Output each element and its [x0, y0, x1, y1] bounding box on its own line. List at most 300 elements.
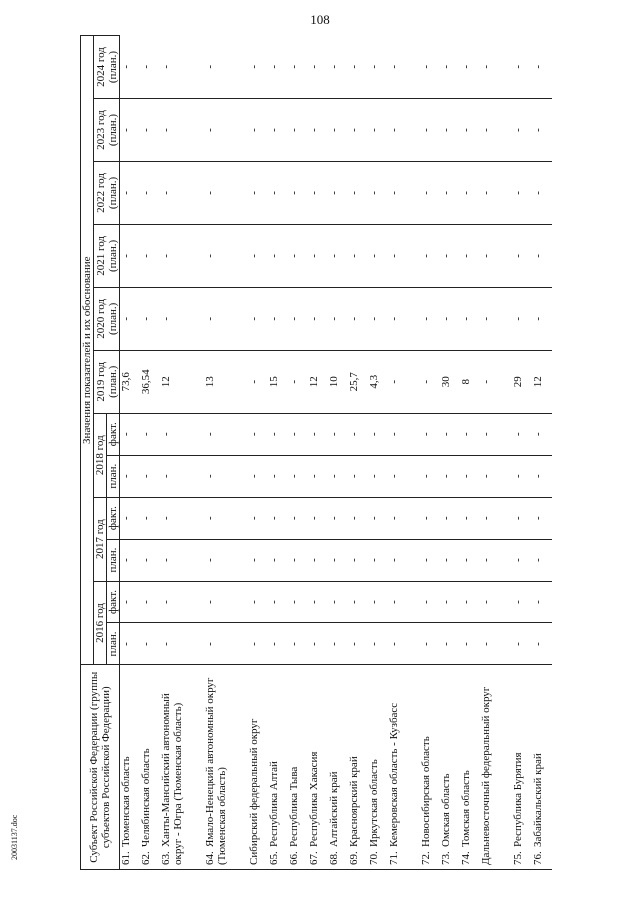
value-cell: - [460, 623, 480, 665]
value-cell-2019: - [480, 350, 512, 413]
table-row [440, 36, 460, 870]
row-number: 63. [160, 851, 172, 865]
subject-cell [288, 665, 308, 870]
table-body [120, 36, 553, 870]
value-cell: - [328, 161, 348, 224]
value-cell: - [204, 161, 248, 224]
subject-cell [160, 665, 204, 870]
value-cell: - [248, 161, 268, 224]
table-row [248, 36, 268, 870]
value-cell: - [440, 224, 460, 287]
row-number: 70. [368, 851, 380, 865]
subject-name: Сибирский федеральный округ [248, 718, 260, 865]
value-cell: - [140, 161, 160, 224]
value-cell: - [288, 413, 308, 455]
value-cell: - [532, 99, 552, 162]
value-cell: - [308, 581, 328, 623]
value-cell: - [532, 581, 552, 623]
value-cell-2019: 4,3 [368, 350, 388, 413]
value-cell: - [140, 497, 160, 539]
value-cell: - [388, 539, 420, 581]
value-cell: - [388, 99, 420, 162]
row-number: 72. [420, 851, 432, 865]
subject-name: Новосибирская область [420, 736, 432, 847]
value-cell: - [248, 455, 268, 497]
value-cell: - [460, 581, 480, 623]
value-cell: - [288, 539, 308, 581]
value-cell: - [532, 413, 552, 455]
subject-cell [348, 665, 368, 870]
row-number: 67. [308, 851, 320, 865]
value-cell-2019: 10 [328, 350, 348, 413]
value-cell: - [140, 287, 160, 350]
value-cell: - [308, 99, 328, 162]
sub-header-plan: план. [107, 623, 120, 665]
subject-cell [388, 665, 420, 870]
value-cell: - [512, 581, 532, 623]
value-cell: - [328, 287, 348, 350]
value-cell: - [480, 455, 512, 497]
subject-name: Республика Бурятия [512, 752, 524, 847]
row-number: 61. [120, 851, 132, 865]
value-cell: - [368, 581, 388, 623]
value-cell: - [204, 497, 248, 539]
value-cell: - [512, 36, 532, 99]
value-cell: - [204, 455, 248, 497]
subject-name: Челябинская область [140, 748, 152, 847]
subject-name: Кемеровская область - Кузбасс [388, 702, 400, 847]
value-cell: - [140, 581, 160, 623]
value-cell: - [288, 161, 308, 224]
value-cell: - [308, 224, 328, 287]
subject-cell [120, 665, 141, 870]
value-cell: - [512, 99, 532, 162]
value-cell: - [420, 539, 440, 581]
table-row [368, 36, 388, 870]
value-cell: - [248, 413, 268, 455]
value-cell: - [368, 413, 388, 455]
value-cell: - [368, 287, 388, 350]
value-cell: - [308, 161, 328, 224]
value-cell: - [120, 161, 141, 224]
value-cell: - [204, 539, 248, 581]
value-cell: - [288, 581, 308, 623]
value-cell: - [204, 581, 248, 623]
value-cell: - [288, 99, 308, 162]
value-cell: - [348, 413, 368, 455]
sub-header-plan: план. [107, 539, 120, 581]
value-cell: - [160, 161, 204, 224]
table-row [120, 36, 141, 870]
value-cell: - [268, 455, 288, 497]
subject-cell [460, 665, 480, 870]
value-cell: - [160, 413, 204, 455]
value-cell: - [420, 497, 440, 539]
sub-header-fact: факт. [107, 413, 120, 455]
value-cell: - [120, 224, 141, 287]
value-cell: - [440, 161, 460, 224]
value-cell: - [480, 224, 512, 287]
value-cell: - [248, 36, 268, 99]
value-cell: - [348, 224, 368, 287]
value-cell: - [368, 455, 388, 497]
subject-cell [308, 665, 328, 870]
value-cell: - [288, 287, 308, 350]
value-cell: - [460, 224, 480, 287]
value-cell: - [308, 36, 328, 99]
value-cell: - [268, 287, 288, 350]
table-row [532, 36, 552, 870]
value-cell: - [160, 497, 204, 539]
doc-code: 20031137.doc [10, 814, 19, 860]
value-cell: - [140, 539, 160, 581]
value-cell: - [140, 455, 160, 497]
value-cell-2019: - [288, 350, 308, 413]
value-cell: - [368, 497, 388, 539]
table-row [204, 36, 248, 870]
value-cell: - [480, 497, 512, 539]
value-cell-2019: 12 [160, 350, 204, 413]
value-cell: - [440, 581, 460, 623]
value-cell-2019: 12 [308, 350, 328, 413]
sub-header-plan: план. [107, 455, 120, 497]
value-cell: - [388, 623, 420, 665]
value-cell-2019: 30 [440, 350, 460, 413]
subject-cell [268, 665, 288, 870]
value-cell-2019: 25,7 [348, 350, 368, 413]
plan-header-2019: 2019 год (план.) [94, 350, 120, 413]
value-cell: - [268, 224, 288, 287]
table-row [328, 36, 348, 870]
value-cell: - [532, 497, 552, 539]
value-cell: - [268, 623, 288, 665]
value-cell: - [328, 455, 348, 497]
value-cell: - [388, 224, 420, 287]
value-cell: - [308, 497, 328, 539]
value-cell: - [512, 287, 532, 350]
value-cell: - [160, 287, 204, 350]
row-number: 73. [440, 851, 452, 865]
value-cell: - [440, 455, 460, 497]
value-cell: - [248, 539, 268, 581]
row-number: 66. [288, 851, 300, 865]
value-cell: - [388, 497, 420, 539]
value-cell: - [532, 224, 552, 287]
subject-cell [532, 665, 552, 870]
table-row [388, 36, 420, 870]
subject-name: Ямало-Ненецкий автономный округ (Тюменская область) [204, 677, 228, 865]
value-cell: - [420, 581, 440, 623]
value-cell: - [328, 224, 348, 287]
value-cell: - [388, 455, 420, 497]
value-cell-2019: 12 [532, 350, 552, 413]
value-cell: - [308, 413, 328, 455]
value-cell: - [204, 99, 248, 162]
rotated-table-wrapper [80, 35, 600, 870]
value-cell: - [140, 99, 160, 162]
value-cell: - [388, 581, 420, 623]
value-cell: - [420, 36, 440, 99]
value-cell: - [160, 581, 204, 623]
values-header: Значения показателей и их обоснование [81, 36, 94, 665]
value-cell: - [440, 99, 460, 162]
subject-cell [512, 665, 532, 870]
value-cell-2019: 8 [460, 350, 480, 413]
subject-name: Забайкальский край [532, 753, 544, 847]
subject-name: Томская область [460, 770, 472, 847]
value-cell: - [120, 623, 141, 665]
table-row [460, 36, 480, 870]
subject-cell [440, 665, 460, 870]
value-cell: - [268, 539, 288, 581]
value-cell: - [460, 36, 480, 99]
value-cell: - [440, 623, 460, 665]
subject-cell [248, 665, 268, 870]
value-cell: - [120, 413, 141, 455]
value-cell: - [480, 623, 512, 665]
value-cell-2019: 15 [268, 350, 288, 413]
table-row [268, 36, 288, 870]
value-cell: - [480, 99, 512, 162]
value-cell: - [204, 36, 248, 99]
value-cell: - [532, 539, 552, 581]
value-cell: - [288, 497, 308, 539]
value-cell: - [308, 623, 328, 665]
value-cell: - [120, 497, 141, 539]
value-cell: - [480, 413, 512, 455]
value-cell: - [440, 413, 460, 455]
value-cell: - [532, 161, 552, 224]
value-cell: - [328, 539, 348, 581]
value-cell: - [460, 455, 480, 497]
table-row [420, 36, 440, 870]
value-cell: - [460, 539, 480, 581]
value-cell: - [328, 36, 348, 99]
value-cell: - [248, 497, 268, 539]
row-number: 65. [268, 851, 280, 865]
table-row [348, 36, 368, 870]
value-cell: - [348, 161, 368, 224]
value-cell: - [120, 287, 141, 350]
value-cell: - [420, 413, 440, 455]
value-cell: - [160, 224, 204, 287]
subject-cell [420, 665, 440, 870]
value-cell: - [512, 224, 532, 287]
value-cell: - [204, 224, 248, 287]
plan-header-2023: 2023 год (план.) [94, 99, 120, 162]
value-cell: - [308, 539, 328, 581]
value-cell: - [348, 581, 368, 623]
value-cell: - [268, 413, 288, 455]
subject-name: Республика Хакасия [308, 751, 320, 847]
value-cell: - [512, 161, 532, 224]
value-cell: - [328, 623, 348, 665]
value-cell: - [268, 161, 288, 224]
value-cell: - [268, 581, 288, 623]
value-cell-2019: 73,6 [120, 350, 141, 413]
value-cell-2019: 29 [512, 350, 532, 413]
value-cell: - [420, 161, 440, 224]
value-cell: - [160, 36, 204, 99]
table-row [160, 36, 204, 870]
value-cell: - [308, 287, 328, 350]
value-cell: - [480, 287, 512, 350]
value-cell-2019: - [248, 350, 268, 413]
plan-header-2021: 2021 год (план.) [94, 224, 120, 287]
value-cell: - [460, 287, 480, 350]
row-number: 62. [140, 851, 152, 865]
value-cell: - [248, 623, 268, 665]
subject-name: Республика Алтай [268, 761, 280, 847]
table-row [288, 36, 308, 870]
value-cell: - [460, 161, 480, 224]
table-row [512, 36, 532, 870]
subject-cell [140, 665, 160, 870]
row-number: 76. [532, 851, 544, 865]
value-cell: - [368, 623, 388, 665]
row-number: 69. [348, 851, 360, 865]
value-cell-2019: 13 [204, 350, 248, 413]
value-cell: - [368, 539, 388, 581]
plan-header-2022: 2022 год (план.) [94, 161, 120, 224]
value-cell: - [480, 539, 512, 581]
value-cell: - [388, 161, 420, 224]
subject-cell [328, 665, 348, 870]
value-cell: - [368, 99, 388, 162]
value-cell: - [248, 99, 268, 162]
value-cell: - [440, 497, 460, 539]
sub-header-fact: факт. [107, 581, 120, 623]
value-cell-2019: - [388, 350, 420, 413]
table-row [308, 36, 328, 870]
value-cell: - [420, 287, 440, 350]
value-cell: - [532, 455, 552, 497]
value-cell-2019: - [420, 350, 440, 413]
subject-name: Дальневосточный федеральный округ [480, 686, 492, 865]
value-cell: - [248, 287, 268, 350]
value-cell: - [460, 413, 480, 455]
value-cell: - [268, 497, 288, 539]
value-cell: - [480, 161, 512, 224]
value-cell: - [268, 36, 288, 99]
value-cell: - [512, 413, 532, 455]
value-cell: - [328, 497, 348, 539]
value-cell: - [368, 36, 388, 99]
year-header-2016: 2016 год [94, 581, 107, 665]
subject-cell [204, 665, 248, 870]
value-cell: - [440, 287, 460, 350]
value-cell: - [480, 36, 512, 99]
value-cell: - [120, 539, 141, 581]
value-cell: - [532, 36, 552, 99]
subject-name: Тюменская область [120, 756, 132, 847]
subject-cell [480, 665, 512, 870]
value-cell: - [532, 623, 552, 665]
value-cell: - [512, 497, 532, 539]
value-cell: - [204, 287, 248, 350]
value-cell: - [288, 455, 308, 497]
value-cell: - [120, 455, 141, 497]
table-row [140, 36, 160, 870]
value-cell: - [460, 99, 480, 162]
value-cell: - [460, 497, 480, 539]
value-cell: - [204, 413, 248, 455]
value-cell: - [348, 36, 368, 99]
value-cell: - [388, 287, 420, 350]
value-cell: - [348, 99, 368, 162]
value-cell: - [308, 455, 328, 497]
value-cell: - [388, 413, 420, 455]
page-number: 108 [310, 12, 330, 27]
plan-header-2024: 2024 год (план.) [94, 36, 120, 99]
value-cell: - [204, 623, 248, 665]
subject-name: Иркутская область [368, 759, 380, 847]
value-cell: - [288, 224, 308, 287]
value-cell: - [268, 99, 288, 162]
sub-header-fact: факт. [107, 497, 120, 539]
indicators-table [80, 35, 552, 870]
value-cell: - [140, 413, 160, 455]
value-cell: - [368, 224, 388, 287]
row-number: 75. [512, 851, 524, 865]
value-cell: - [348, 539, 368, 581]
year-header-2018: 2018 год [94, 413, 107, 497]
value-cell: - [388, 36, 420, 99]
value-cell: - [160, 455, 204, 497]
subject-header: Субъект Российской Федерации (группы субъектов Российской Федерации) [81, 665, 120, 870]
value-cell: - [420, 623, 440, 665]
value-cell: - [440, 539, 460, 581]
value-cell: - [512, 539, 532, 581]
plan-header-2020: 2020 год (план.) [94, 287, 120, 350]
value-cell: - [328, 581, 348, 623]
value-cell-2019: 36,54 [140, 350, 160, 413]
value-cell: - [160, 539, 204, 581]
value-cell: - [328, 413, 348, 455]
subject-name: Омская область [440, 773, 452, 847]
value-cell: - [328, 99, 348, 162]
row-number: 74. [460, 851, 472, 865]
value-cell: - [248, 224, 268, 287]
table-row [480, 36, 512, 870]
value-cell: - [420, 99, 440, 162]
value-cell: - [440, 36, 460, 99]
value-cell: - [532, 287, 552, 350]
value-cell: - [480, 581, 512, 623]
subject-name: Красноярский край [348, 756, 360, 847]
value-cell: - [348, 497, 368, 539]
value-cell: - [420, 455, 440, 497]
value-cell: - [512, 455, 532, 497]
value-cell: - [368, 161, 388, 224]
value-cell: - [140, 623, 160, 665]
subject-cell [368, 665, 388, 870]
value-cell: - [348, 287, 368, 350]
value-cell: - [160, 623, 204, 665]
subject-name: Республика Тыва [288, 766, 300, 847]
row-number: 68. [328, 851, 340, 865]
year-header-2017: 2017 год [94, 497, 107, 581]
value-cell: - [120, 581, 141, 623]
value-cell: - [288, 623, 308, 665]
value-cell: - [160, 99, 204, 162]
value-cell: - [140, 36, 160, 99]
value-cell: - [248, 581, 268, 623]
subject-name: Алтайский край [328, 771, 340, 847]
value-cell: - [120, 36, 141, 99]
value-cell: - [120, 99, 141, 162]
value-cell: - [420, 224, 440, 287]
